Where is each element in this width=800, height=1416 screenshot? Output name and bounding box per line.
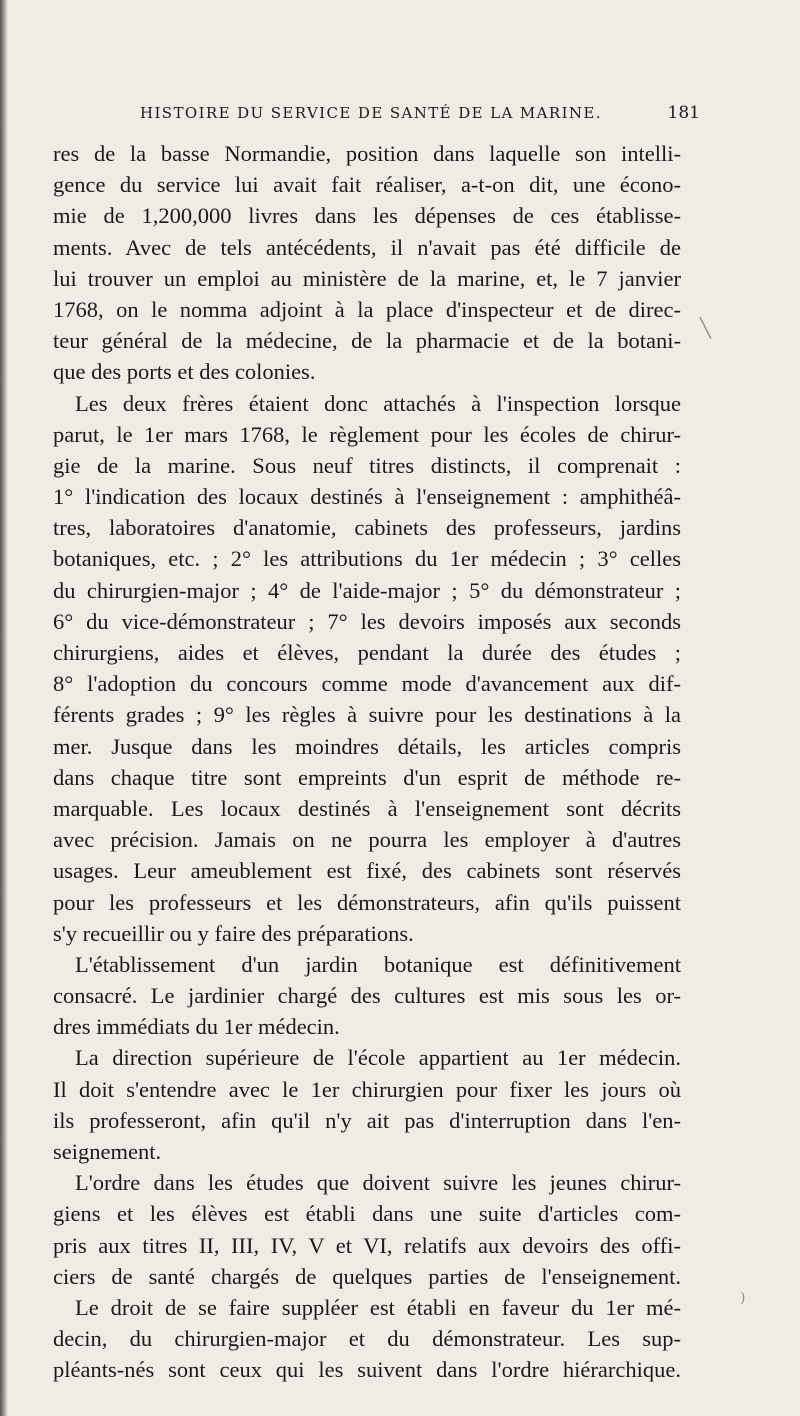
text-line: férents grades ; 9° les règles à suivre pour les destinations à la: [53, 702, 681, 728]
page-number: 181: [667, 103, 700, 123]
text-line: ments. Avec de tels antécédents, il n'avait pas été difficile de: [53, 234, 681, 260]
text-line: Il doit s'entendre avec le 1er chirurgien pour fixer les jours où: [53, 1076, 681, 1102]
text-line: La direction supérieure de l'école appartient au 1er médecin.: [75, 1045, 681, 1071]
text-line: gie de la marine. Sous neuf titres distincts, il comprenait :: [53, 452, 681, 478]
text-line: giens et les élèves est établi dans une suite d'articles com-: [53, 1201, 681, 1227]
text-line: dans chaque titre sont empreints d'un esprit de méthode re-: [53, 764, 681, 790]
text-line: ciers de santé chargés de quelques parties de l'enseignement.: [53, 1263, 681, 1289]
text-line: L'établissement d'un jardin botanique est définitivement: [75, 951, 681, 977]
text-line: pléants-nés sont ceux qui les suivent dans l'ordre hiérarchique.: [53, 1357, 681, 1383]
text-line: gence du service lui avait fait réaliser, a-t-on dit, une écono-: [53, 172, 681, 198]
text-line: que des ports et des colonies.: [53, 359, 316, 385]
text-line: mer. Jusque dans les moindres détails, les articles compris: [53, 733, 681, 759]
text-line: res de la basse Normandie, position dans laquelle son intelli-: [53, 141, 681, 166]
text-line: Le droit de se faire suppléer est établi en faveur du 1er mé-: [75, 1294, 681, 1320]
text-line: chirurgiens, aides et élèves, pendant la durée des études ;: [53, 640, 681, 665]
margin-speck: ): [740, 1290, 746, 1306]
text-line: avec précision. Jamais on ne pourra les employer à d'autres: [53, 827, 681, 853]
text-line: s'y recueillir ou y faire des préparations.: [53, 920, 414, 946]
margin-speck: ╲: [700, 318, 711, 339]
binding-edge: [0, 0, 8, 1416]
body-text: [53, 138, 681, 1386]
text-line: 6° du vice-démonstrateur ; 7° les devoirs imposés aux seconds: [53, 608, 681, 634]
text-line: pris aux titres II, III, IV, V et VI, relatifs aux devoirs des offi-: [53, 1232, 681, 1258]
text-line: du chirurgien-major ; 4° de l'aide-major ; 5° du démonstrateur ;: [53, 577, 681, 603]
text-line: dres immédiats du 1er médecin.: [53, 1014, 340, 1040]
text-line: ils professeront, afin qu'il n'y ait pas d'interruption dans l'en-: [53, 1107, 681, 1133]
text-line: decin, du chirurgien-major et du démonstrateur. Les sup-: [53, 1326, 681, 1352]
text-line: usages. Leur ameublement est fixé, des cabinets sont réservés: [53, 858, 681, 884]
text-line: L'ordre dans les études que doivent suivre les jeunes chirur-: [75, 1170, 681, 1196]
text-line: 8° l'adoption du concours comme mode d'avancement aux dif-: [53, 671, 681, 697]
text-line: consacré. Le jardinier chargé des cultures est mis sous les or-: [53, 983, 681, 1009]
text-line: seignement.: [53, 1139, 162, 1164]
text-line: parut, le 1er mars 1768, le règlement pour les écoles de chirur-: [53, 421, 681, 447]
text-line: teur général de la médecine, de la pharmacie et de la botani-: [53, 328, 681, 354]
text-line: lui trouver un emploi au ministère de la marine, et, le 7 janvier: [53, 265, 681, 291]
text-line: pour les professeurs et les démonstrateurs, afin qu'ils puissent: [53, 889, 681, 915]
text-line: tres, laboratoires d'anatomie, cabinets des professeurs, jardins: [53, 515, 681, 541]
text-line: Les deux frères étaient donc attachés à l'inspection lorsque: [75, 390, 681, 416]
page-header: [120, 100, 700, 130]
text-line: marquable. Les locaux destinés à l'enseignement sont décrits: [53, 795, 681, 821]
running-title: HISTOIRE DU SERVICE DE SANTÉ DE LA MARINE.: [140, 104, 602, 122]
text-line: mie de 1,200,000 livres dans les dépenses de ces établisse-: [53, 203, 681, 229]
text-line: botaniques, etc. ; 2° les attributions du 1er médecin ; 3° celles: [53, 546, 681, 572]
text-line: 1768, on le nomma adjoint à la place d'inspecteur et de direc-: [53, 296, 681, 322]
text-line: 1° l'indication des locaux destinés à l'enseignement : amphithéâ-: [53, 484, 681, 510]
